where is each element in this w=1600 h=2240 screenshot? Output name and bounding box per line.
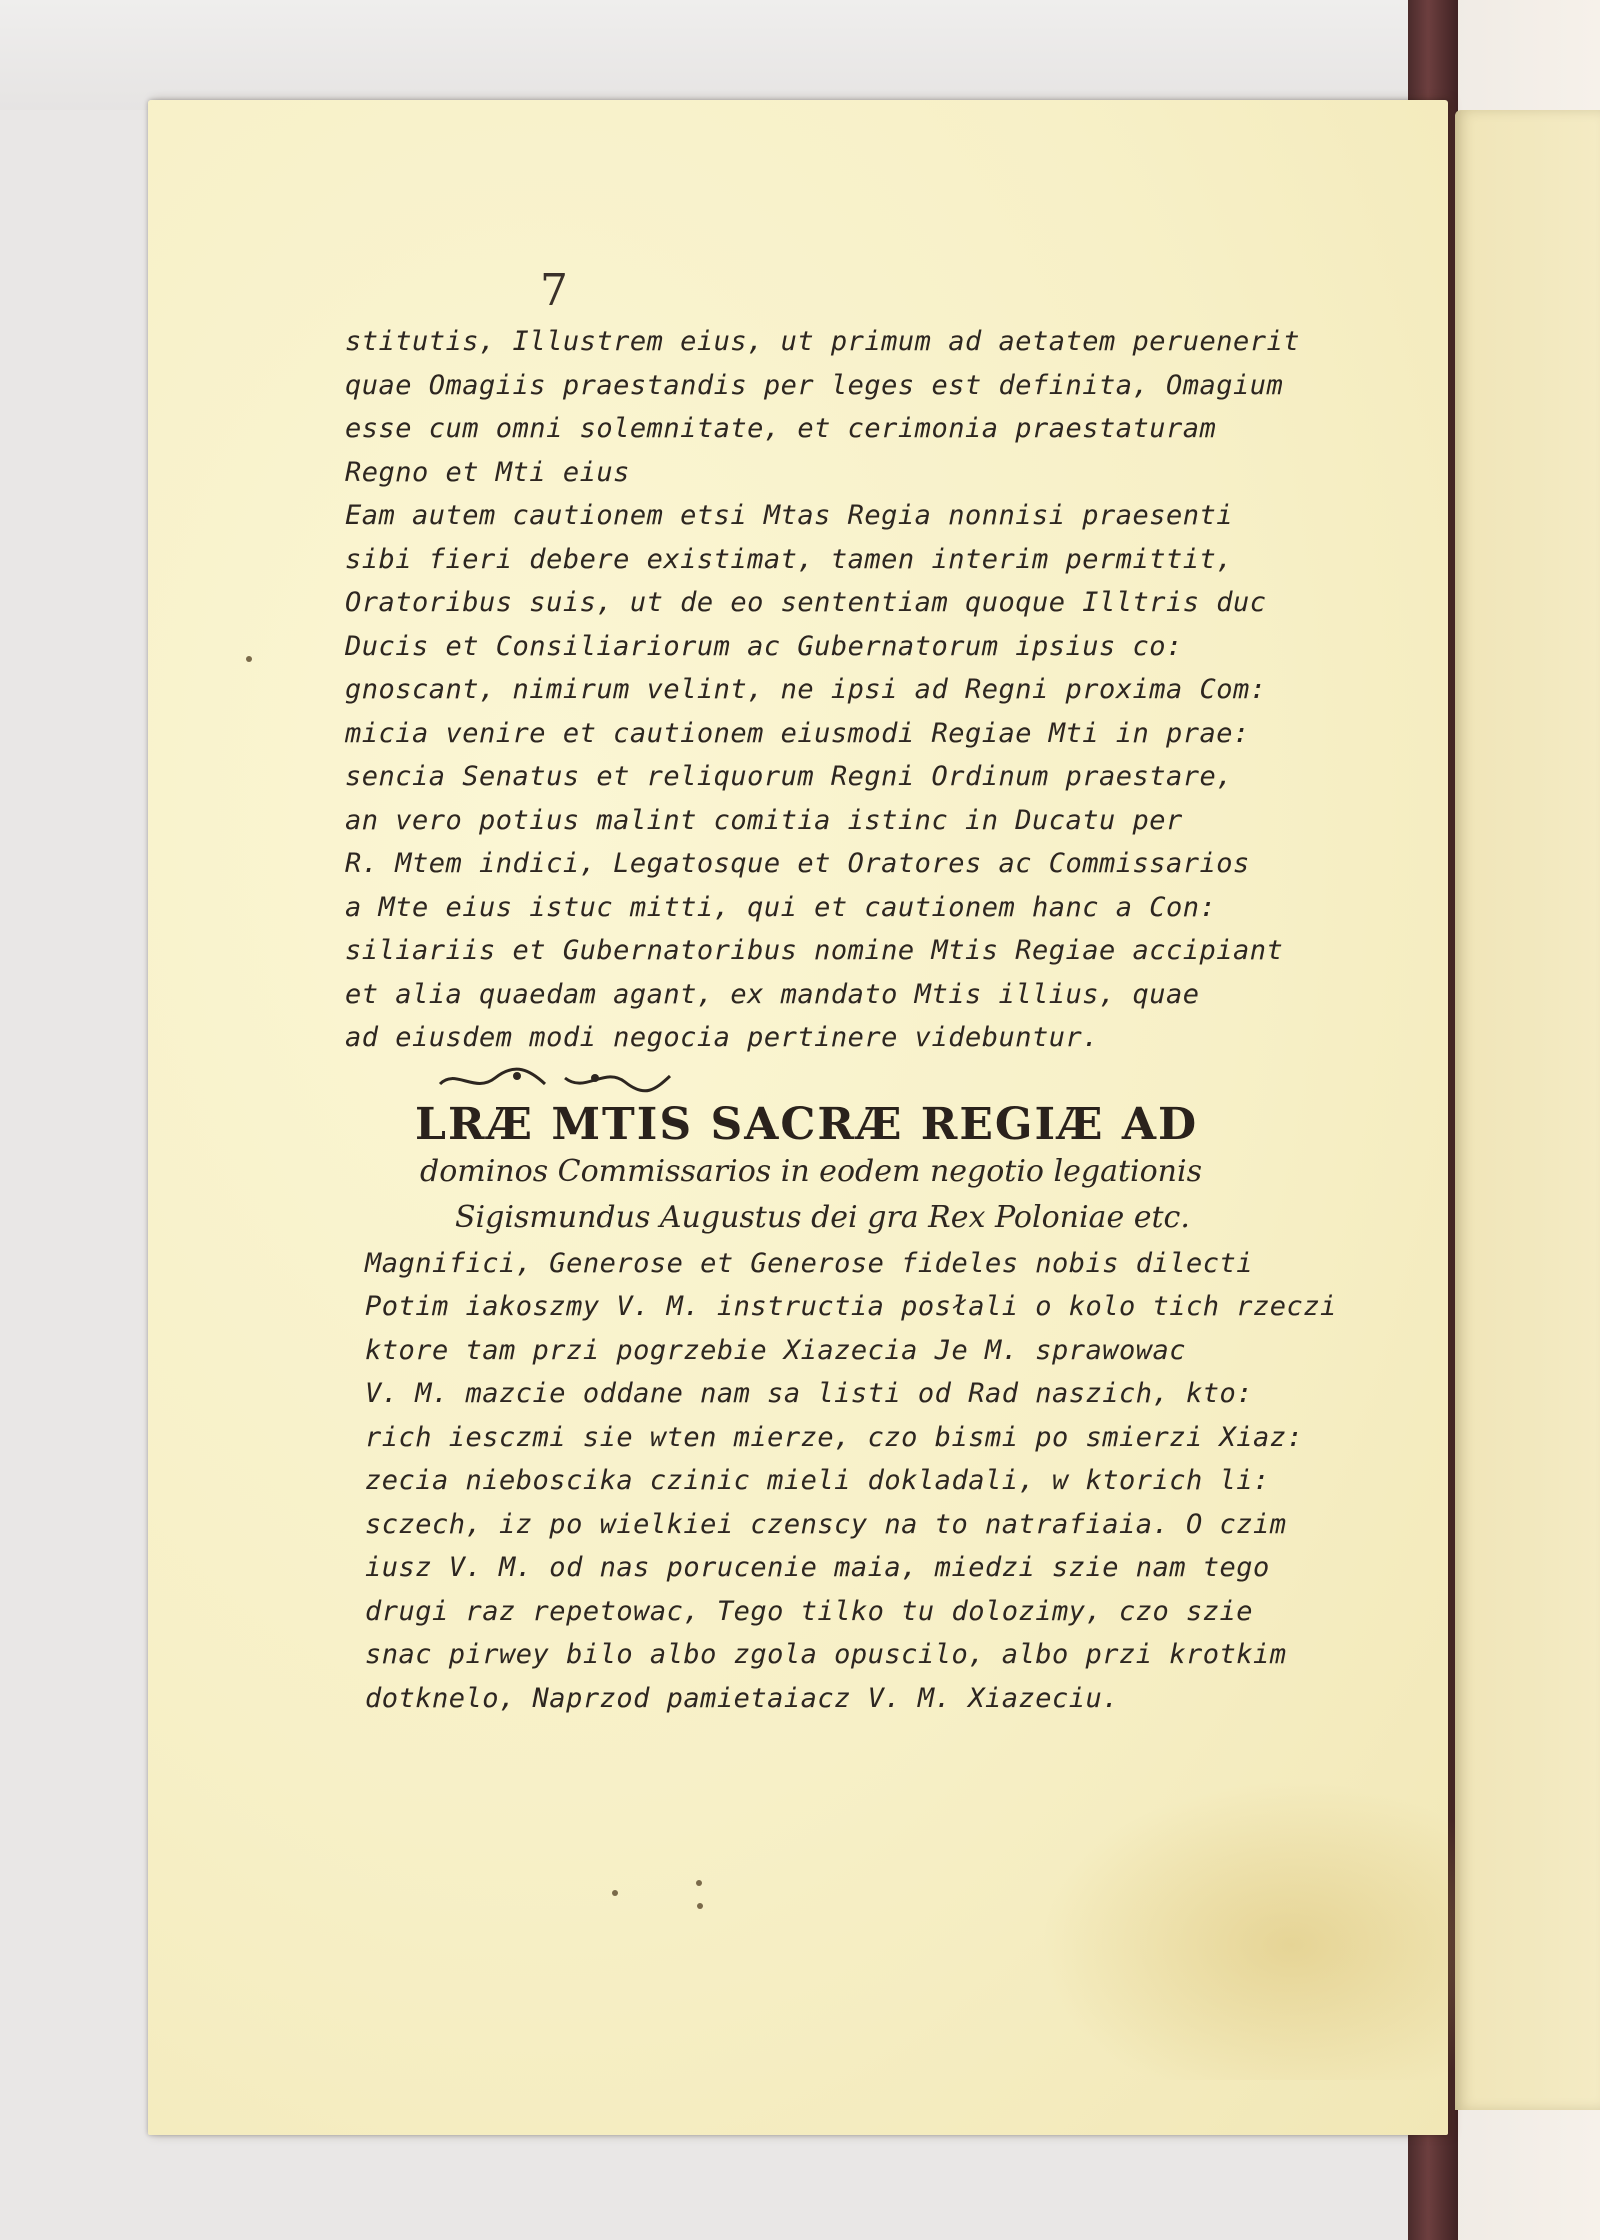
text-line: dotknelo, Naprzod pamietaiacz V. M. Xiazeciu. — [365, 1682, 1119, 1714]
text-line: an vero potius malint comitia istinc in Ducatu per — [345, 804, 1183, 836]
facing-page-edge — [1455, 110, 1600, 2110]
flourish-icon — [435, 1064, 675, 1098]
text-line: drugi raz repetowac, Tego tilko tu dolozimy, czo szie — [365, 1595, 1254, 1627]
text-line: zecia nieboscika czinic mieli dokladali, w ktorich li: — [365, 1465, 1270, 1496]
ink-speck — [246, 656, 252, 662]
text-line: stitutis, Illustrem eius, ut primum ad aetatem peruenerit — [345, 326, 1301, 357]
letter-subheading: dominos Commissarios in eodem negotio legationis — [420, 1153, 1202, 1189]
text-line: Ducis et Consiliariorum ac Gubernatorum ipsius co: — [345, 630, 1183, 662]
text-line: esse cum omni solemnitate, et cerimonia praestaturam — [345, 413, 1217, 444]
ink-speck — [696, 1880, 702, 1886]
text-line: snac pirwey bilo albo zgola opuscilo, albo przi krotkim — [365, 1639, 1287, 1670]
flourish-ornament — [345, 1060, 1245, 1100]
water-stain — [1040, 1780, 1460, 2080]
text-line: micia venire et cautionem eiusmodi Regiae Mti in prae: — [345, 717, 1250, 749]
text-line: ad eiusdem modi negocia pertinere videbuntur. — [345, 1022, 1099, 1053]
text-line: Potim iakoszmy V. M. instructia posłali o kolo tich rzeczi — [365, 1291, 1337, 1322]
text-line: rich iesczmi sie wten mierze, czo bismi po smierzi Xiaz: — [365, 1421, 1304, 1453]
text-line: Oratoribus suis, ut de eo sententiam quoque Illtris duc — [345, 587, 1267, 618]
ink-speck — [612, 1890, 618, 1896]
scan-background — [0, 0, 1600, 110]
text-line: et alia quaedam agant, ex mandato Mtis illius, quae — [345, 978, 1200, 1010]
text-line: siliariis et Gubernatoribus nomine Mtis Regiae accipiant — [345, 935, 1284, 966]
letter-heading: LRÆ MTIS SACRÆ REGIÆ AD — [415, 1098, 1199, 1150]
polish-paragraph — [345, 1242, 1337, 1721]
text-line: Magnifici, Generose et Generose fideles nobis dilecti — [365, 1247, 1254, 1279]
text-line: R. Mtem indici, Legatosque et Oratores ac Commissarios — [345, 848, 1250, 879]
folio-mark: 7 — [540, 265, 568, 316]
latin-paragraph — [345, 320, 1301, 1060]
text-line: ktore tam przi pogrzebie Xiazecia Je M. sprawowac — [365, 1334, 1187, 1366]
text-line: quae Omagiis praestandis per leges est definita, Omagium — [345, 369, 1284, 401]
text-line: iusz V. M. od nas porucenie maia, miedzi szie nam tego — [365, 1552, 1270, 1583]
text-line: V. M. mazcie oddane nam sa listi od Rad naszich, kto: — [365, 1378, 1254, 1409]
text-line: Regno et Mti eius — [345, 456, 630, 488]
text-line: sczech, iz po wielkiei czenscy na to natrafiaia. O czim — [365, 1508, 1287, 1540]
text-line: a Mte eius istuc mitti, qui et cautionem hanc a Con: — [345, 891, 1217, 923]
letter-salutation: Sigismundus Augustus dei gra Rex Poloniae etc. — [455, 1199, 1190, 1235]
manuscript-text — [345, 260, 1337, 1720]
text-line: Eam autem cautionem etsi Mtas Regia nonnisi praesenti — [345, 500, 1234, 531]
text-line: sencia Senatus et reliquorum Regni Ordinum praestare, — [345, 761, 1234, 792]
text-line: sibi fieri debere existimat, tamen interim permittit, — [345, 543, 1234, 575]
ink-speck — [697, 1903, 703, 1909]
text-line: gnoscant, nimirum velint, ne ipsi ad Regni proxima Com: — [345, 674, 1267, 705]
